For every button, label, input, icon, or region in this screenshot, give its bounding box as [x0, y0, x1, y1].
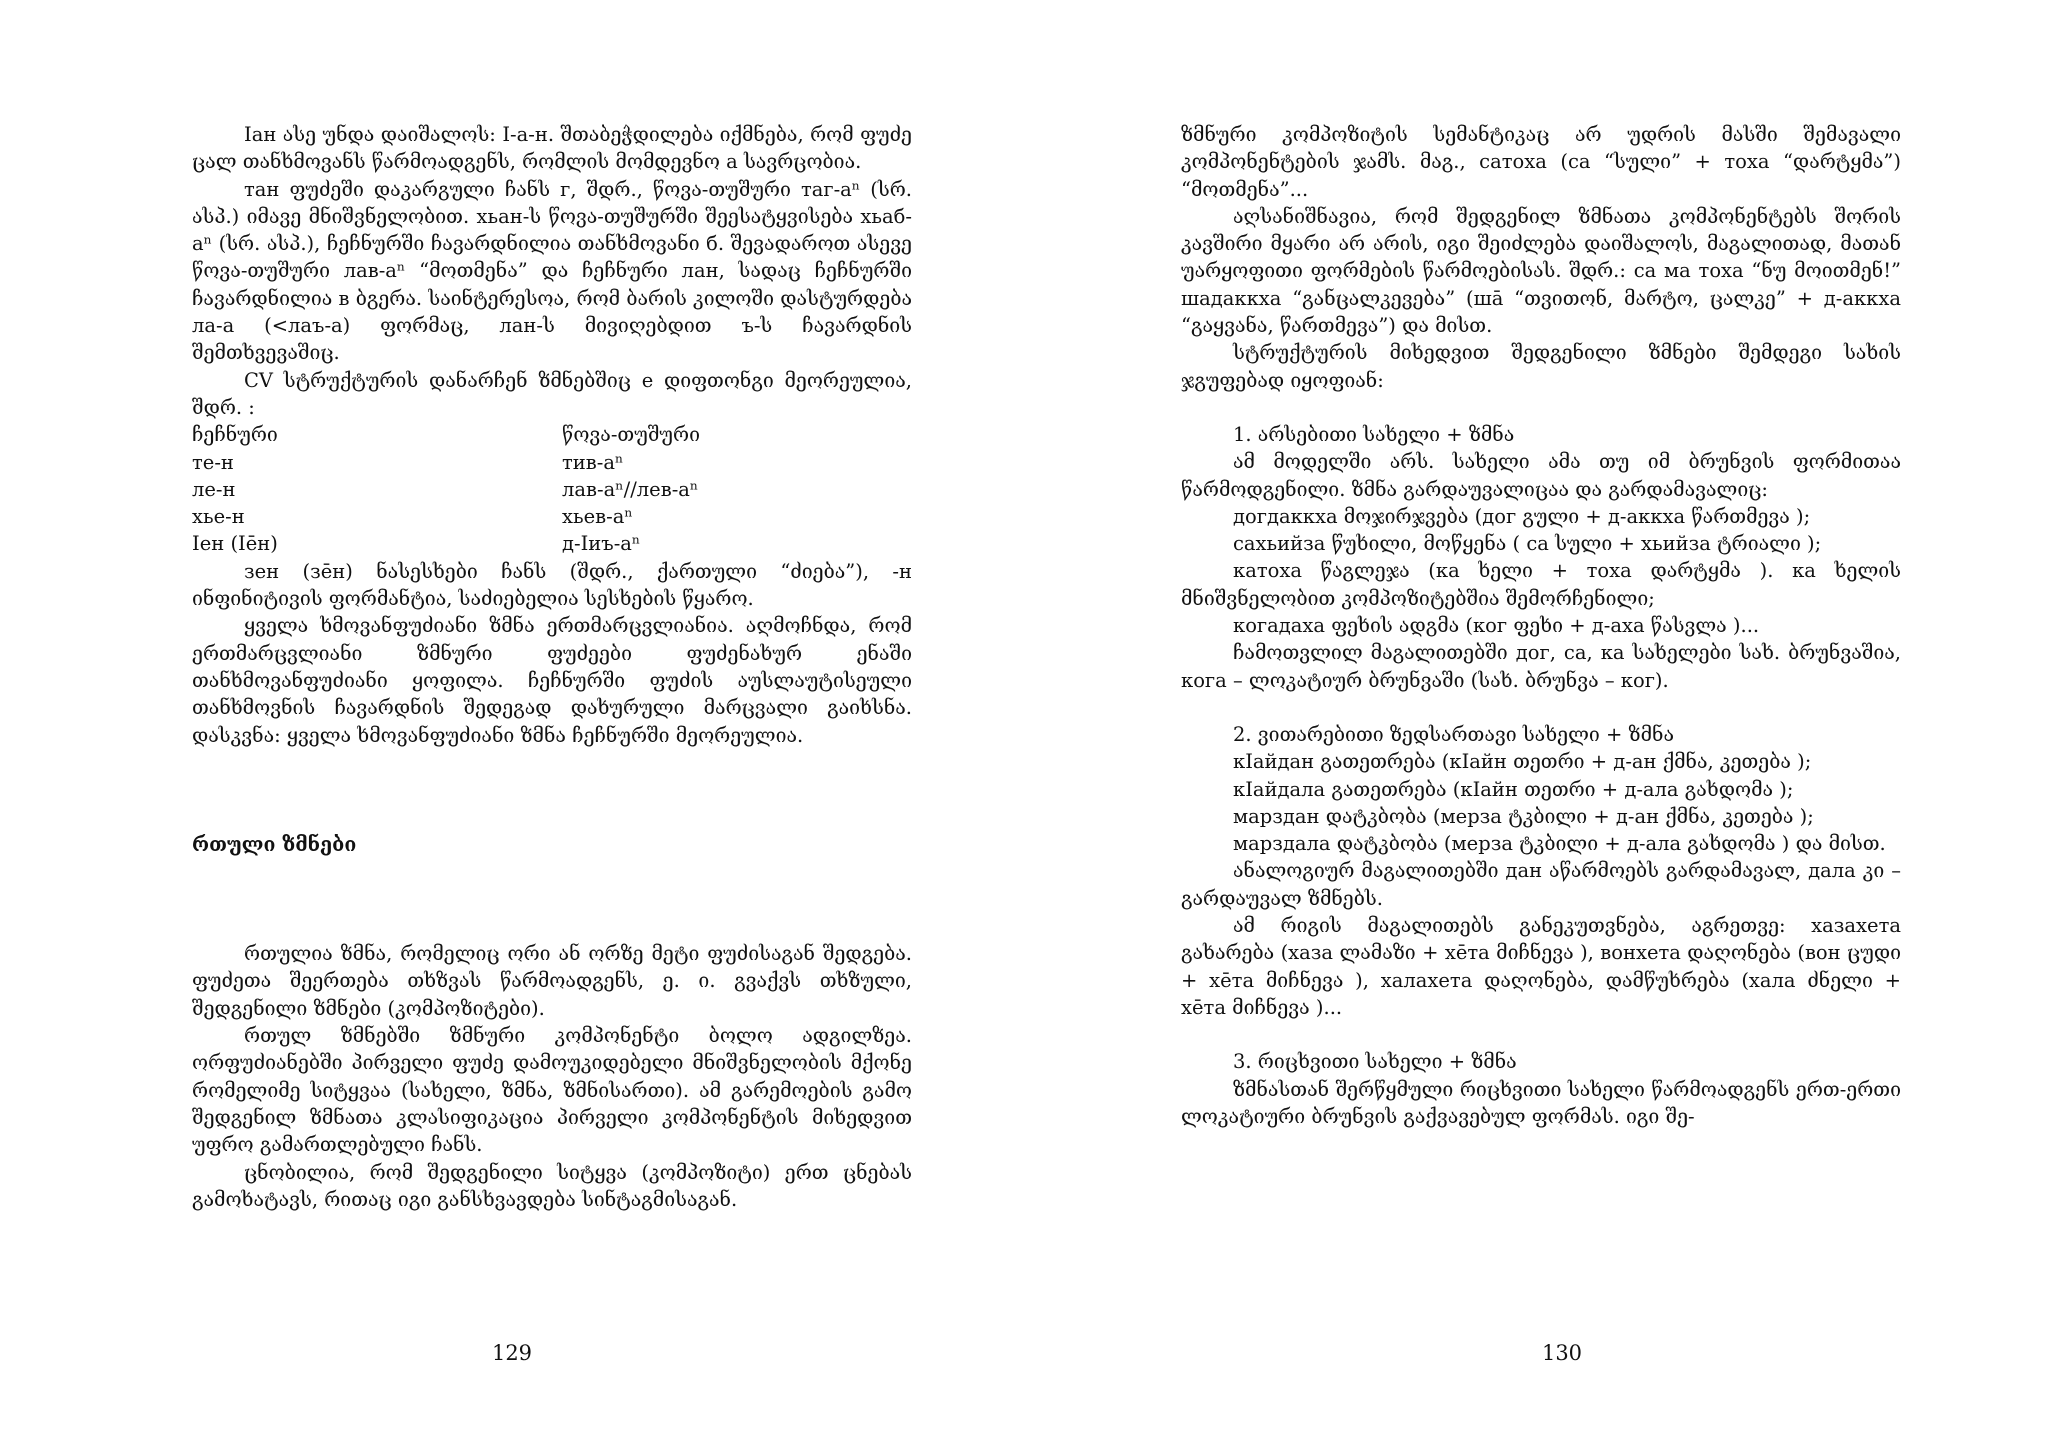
right-page-text	[1181, 121, 1901, 1130]
section-heading: რთული ზმნები	[192, 832, 357, 856]
example-line: марздала დატკბობა (мерза ტკბილი + д-ала გახდომა ) და მისთ.	[1233, 832, 1886, 856]
paragraph: ზმნური კომპოზიტის სემანტიკაც არ უდრის მასში შემავალი კომპონენტების ჯამს. მაგ., сатоха (са “სული” + тоха “დარტყმა”) “მოთმენა”...	[1181, 123, 1901, 201]
spacer	[1181, 694, 1901, 721]
table-cell: те-н	[192, 450, 234, 474]
paragraph: რთულია ზმნა, რომელიც ორი ან ორზე მეტი ფუძისაგან შედგება. ფუძეთა შეერთება თხზვას წარმოადგენს, ე. ი. გვაქვს თხზული, შედგენილი ზმნები (კომპოზიტები).	[192, 942, 912, 1020]
group-title: 2. ვითარებითი ზედსართავი სახელი + ზმნა	[1233, 722, 1674, 746]
group-title: 3. რიცხვითი სახელი + ზმნა	[1233, 1050, 1517, 1074]
table-cell: ле-н	[192, 477, 236, 501]
table-row	[192, 449, 700, 476]
table-cell: хьев-аⁿ	[562, 505, 633, 529]
spacer	[192, 858, 912, 940]
paragraph: ცნობილია, რომ შედგენილი სიტყვა (კომპოზიტი) ერთ ცნებას გამოხატავს, რითაც იგი განსხვავდება სინტაგმისაგან.	[192, 1160, 912, 1211]
table-row	[192, 530, 700, 557]
table-row	[192, 476, 700, 503]
example-line: кIайдан გათეთრება (кIайн თეთრი + д-ан ქმნა, კეთება );	[1233, 750, 1812, 774]
example-line: сахьийза წუხილი, მოწყენა ( са სული + хьийза ტრიალი );	[1233, 532, 1822, 556]
paragraph: სტრუქტურის მიხედვით შედგენილი ზმნები შემდეგი სახის ჯგუფებად იყოფიან:	[1181, 341, 1901, 392]
paragraph: ყველა ხმოვანფუძიანი ზმნა ერთმარცვლიანია. აღმოჩნდა, რომ ერთმარცვლიანი ზმნური ფუძეები ფუძენახურ ენაში თანხმოვანფუძიანი ყოფილა. ჩეჩნურში ფუძის აუსლაუტისეული თანხმოვნის ჩავარდნის შედეგად დახურული მარცვალი გაიხსნა. დასკვნა: ყველა ხმოვანფუძიანი ზმნა ჩეჩნურში მეორეულია.	[192, 614, 912, 747]
table-cell: лав-аⁿ//лев-аⁿ	[562, 477, 699, 501]
paragraph: ზმნასთან შერწყმული რიცხვითი სახელი წარმოადგენს ერთ-ერთი ლოკატიური ბრუნვის გაქვავებულ ფორმას. იგი შე-	[1181, 1077, 1901, 1128]
paragraph: ანალოგიურ მაგალითებში дан აწარმოებს გარდამავალ, дала კი – გარდაუვალ ზმნებს.	[1181, 859, 1901, 910]
example-line: катоха წაგლეჯა (ка ხელი + тоха დარტყმა ). ка ხელის მნიშვნელობით კომპოზიტებშია შემორჩენილი;	[1181, 559, 1901, 610]
left-page-text	[192, 121, 912, 1213]
spacer	[1181, 1021, 1901, 1048]
spacer	[192, 749, 912, 831]
example-line: когадаха ფეხის ადგმა (ког ფეხი + д-аха წასვლა )...	[1233, 614, 1760, 638]
table-cell: тив-аⁿ	[562, 450, 624, 474]
paragraph: რთულ ზმნებში ზმნური კომპონენტი ბოლო ადგილზეა. ორფუძიანებში პირველი ფუძე დამოუკიდებელი მნიშვნელობის მქონე რომელიმე სიტყვაა (სახელი, ზმნა, ზმნისართი). ამ გარემოების გამო შედგენილ ზმნათა კლასიფიკაცია პირველი კომპონენტის მიხედვით უფრო გამართლებული ჩანს.	[192, 1024, 912, 1157]
paragraph: ჩამოთვლილ მაგალითებში дог, са, ка სახელები სახ. ბრუნვაშია, кога – ლოკატიურ ბრუნვაში (სახ. ბრუნვა – ког).	[1181, 641, 1901, 692]
paragraph: тан ფუძეში დაკარგული ჩანს г, შდრ., წოვა-თუშური таг-аⁿ (სრ. ასპ.) იმავე მნიშვნელობით. хьан-ს წოვა-თუშურში შეესატყვისება хьаб-аⁿ (სრ. ასპ.), ჩეჩნურში ჩავარდნილია თანხმოვანი б. შევადაროთ ასევე წოვა-თუშური лав-аⁿ “მოთმენა” და ჩეჩნური лан, სადაც ჩეჩნურში ჩავარდნილია в ბგერა. საინტერესოა, რომ ბარის კილოში დასტურდება ла-а (<лаъ-а) ფორმაც, лан-ს მივიღებდით ъ-ს ჩავარდნის შემთხვევაშიც.	[192, 177, 912, 365]
table-cell: хье-н	[192, 505, 245, 529]
table-cell: Iен (Iēн)	[192, 532, 278, 556]
comparison-header-row	[192, 421, 700, 448]
paragraph: Iан ასე უნდა დაიშალოს: I-а-н. შთაბეჭდილება იქმნება, რომ ფუძე ცალ თანხმოვანს წარმოადგენს, რომლის მომდევნო а სავრცობია.	[192, 123, 912, 174]
spacer	[1181, 394, 1901, 421]
paragraph: CV სტრუქტურის დანარჩენ ზმნებშიც е დიფთონგი მეორეულია, შდრ. :	[192, 368, 912, 419]
column-header-chechen: ჩეჩნური	[192, 423, 278, 447]
page-number: 130	[1541, 1341, 1583, 1365]
paragraph: зен (зēн) ნასესხები ჩანს (შდრ., ქართული “ძიება”), -н ინფინიტივის ფორმანტია, საძიებელია სესხების წყარო.	[192, 559, 912, 611]
right-page	[1024, 0, 2048, 1447]
paragraph: ამ რიგის მაგალითებს განეკუთვნება, აგრეთვე: хазахета გახარება (хаза ლამაზი + хēта მიჩნევა ), вонхета დაღონება (вон ცუდი + хēта მიჩნევა ), халахета დაღონება, დამწუხრება (хала ძნელი + хēта მიჩნევა )...	[1181, 914, 1901, 1019]
comparison-table	[192, 421, 700, 557]
column-header-tsova-tush: წოვა-თუშური	[562, 423, 700, 447]
group-title: 1. არსებითი სახელი + ზმნა	[1233, 422, 1515, 446]
example-line: марздан დატკბობა (мерза ტკბილი + д-ан ქმნა, კეთება );	[1233, 804, 1814, 828]
paragraph: აღსანიშნავია, რომ შედგენილ ზმნათა კომპონენტებს შორის კავშირი მყარი არ არის, იგი შეიძლება დაიშალოს, მაგალითად, მათან უარყოფითი ფორმების წარმოებისას. შდრ.: са ма тоха “ნუ მოითმენ!” шадаккха “განცალკევება” (шā “თვითონ, მარტო, ცალკე” + д-аккха “გაყვანა, წართმევა”) და მისთ.	[1181, 204, 1901, 338]
example-line: догдаккха მოჯირჯვება (дог გული + д-аккха წართმევა );	[1233, 504, 1811, 528]
paragraph: ამ მოდელში არს. სახელი ამა თუ იმ ბრუნვის ფორმითაა წარმოდგენილი. ზმნა გარდაუვალიცაა და გარდამავალიც:	[1181, 450, 1901, 501]
table-cell: д-Iиъ-аⁿ	[562, 532, 641, 556]
table-row	[192, 503, 700, 530]
example-line: кIайдала გათეთრება (кIайн თეთრი + д-ала გახდომა );	[1233, 777, 1794, 801]
page-number: 129	[491, 1341, 533, 1365]
